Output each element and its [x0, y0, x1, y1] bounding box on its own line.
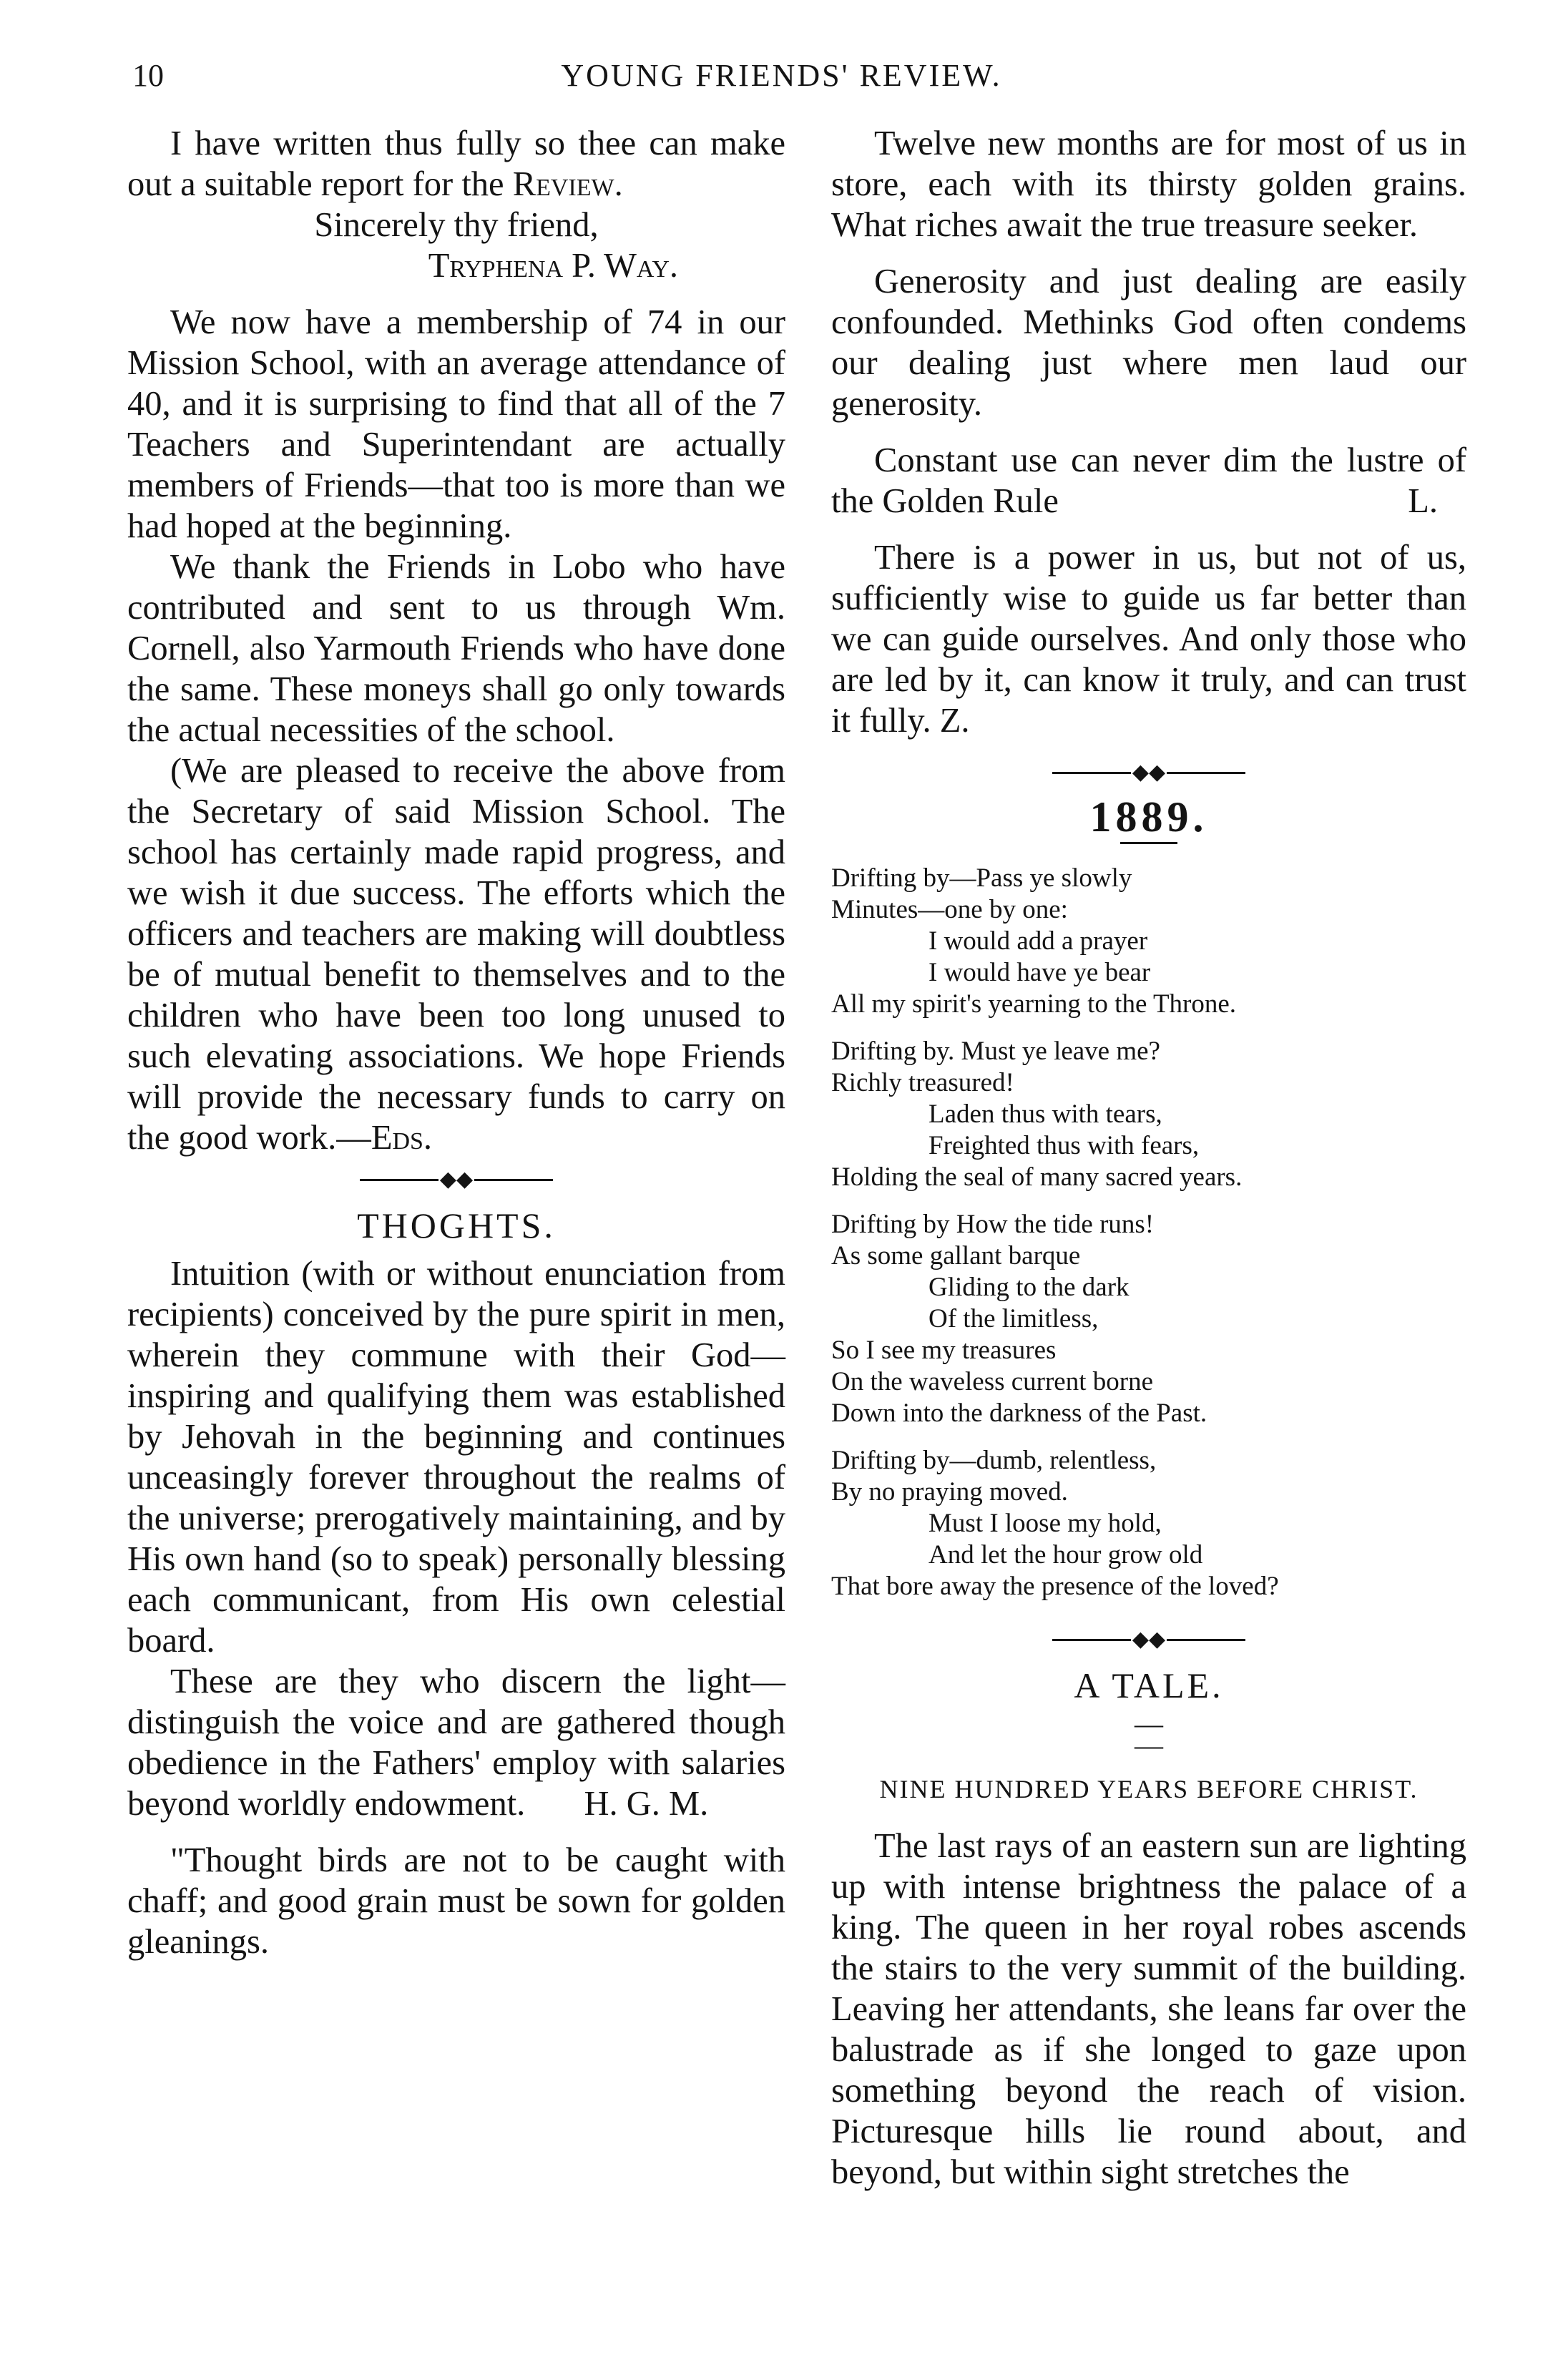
thoghts-paragraph-2-text: These are they who discern the light—distinguish the voice and are gathered though obedience in the Fathers' employ with salaries beyond worldly endowment.: [127, 1662, 785, 1823]
saying-4: [831, 537, 1466, 741]
thoghts-author: H. G. M.: [584, 1785, 709, 1823]
poem-line: Drifting by—dumb, relentless,: [831, 1446, 1157, 1475]
thoghts-paragraph-3: "Thought birds are not to be caught with chaff; and good grain must be sown for golden gleanings.: [127, 1841, 785, 1961]
poem-line: Laden thus with tears,: [929, 1100, 1162, 1129]
divider-ornament-icon: ◆◆: [1132, 760, 1166, 784]
tale-heading: A TALE.: [1074, 1665, 1224, 1705]
saying-4-text: There is a power in us, but not of us, sufficiently wise to guide us far better than we can guide ourselves. And only those who are led by it, can know it truly, and can trust it fully.: [831, 539, 1466, 740]
poem-line: That bore away the presence of the loved?: [831, 1572, 1279, 1601]
poem-line: Richly treasured!: [831, 1068, 1014, 1097]
section-divider: [127, 1158, 785, 1201]
saying-3-signature: L.: [1408, 482, 1438, 520]
poem-line: On the waveless current borne: [831, 1367, 1153, 1396]
poem-line: All my spirit's yearning to the Throne.: [831, 989, 1237, 1019]
running-title: YOUNG FRIENDS' REVIEW.: [561, 58, 1002, 93]
title-rule: [1120, 842, 1177, 844]
poem-line: Drifting by—Pass ye slowly: [831, 863, 1132, 893]
saying-3: [831, 440, 1466, 521]
right-column: [831, 123, 1466, 2193]
poem-line: Holding the seal of many sacred years.: [831, 1162, 1243, 1192]
poem-line: As some gallant barque: [831, 1241, 1081, 1270]
mission-school-paragraph-1: We now have a membership of 74 in our Mission School, with an average attendance of 40, and it is surprising to find that all of the 7 Teachers and Superintendant are actually members of Friends—that too is more than we had hoped at the beginning.: [127, 303, 785, 545]
saying-4-signature: Z.: [939, 702, 970, 740]
poem-stanza-1: [831, 863, 1466, 1020]
poem-line: Must I loose my hold,: [929, 1509, 1162, 1538]
page-number: 10: [132, 58, 164, 93]
poem-line: I would add a prayer: [929, 926, 1148, 956]
saying-1: Twelve new months are for most of us in store, each with its thirsty golden grains. What riches await the true treasure seeker.: [831, 124, 1466, 244]
divider-ornament-icon: ◆◆: [439, 1167, 474, 1191]
poem-line: Gliding to the dark: [929, 1273, 1130, 1302]
poem-line: Freighted thus with fears,: [929, 1131, 1200, 1160]
poem-line: Of the limitless,: [929, 1304, 1099, 1333]
section-divider: [831, 1618, 1466, 1661]
tale-dash: — —: [1135, 1708, 1163, 1761]
thoghts-heading: THOGHTS.: [357, 1205, 556, 1245]
letter-close-paragraph: [127, 123, 785, 205]
salutation: Sincerely thy friend,: [314, 206, 599, 244]
mission-school-paragraph-3: [127, 750, 785, 1158]
poem-line: Drifting by How the tide runs!: [831, 1210, 1155, 1239]
left-column: [127, 123, 785, 1962]
tale-paragraph-1: The last rays of an eastern sun are lighting up with intense brightness the palace of a king. The queen in her royal robes ascends the stairs to the very summit of the building. Leaving her attendants, she leans far over the balustrade as if she longed to gaze upon something beyond the reach of vision. Picturesque hills lie round about, and beyond, but within sight stretches the: [831, 1827, 1466, 2191]
editor-signature: Eds.: [371, 1119, 433, 1157]
poem-stanza-4: [831, 1445, 1466, 1602]
poem-stanza-2: [831, 1036, 1466, 1193]
poem-title: 1889.: [1089, 793, 1208, 841]
editor-note-text: (We are pleased to receive the above from the Secretary of said Mission School. The school has certainly made rapid progress, and we wish it due success. The efforts which the officers and teachers are making will doubtless be of mutual benefit to themselves and to the children who have been too long unused to such elevating associations. We hope Friends will provide the necessary funds to carry on the good work.—: [127, 752, 785, 1157]
poem-line: So I see my treasures: [831, 1336, 1057, 1365]
review-word: Review.: [512, 165, 623, 203]
section-divider: [831, 751, 1466, 794]
poem-line: Drifting by. Must ye leave me?: [831, 1037, 1160, 1066]
poem-line: And let the hour grow old: [929, 1540, 1203, 1569]
tale-subtitle: NINE HUNDRED YEARS BEFORE CHRIST.: [879, 1775, 1419, 1803]
letter-close-text: I have written thus fully so thee can make out a suitable report for the: [127, 124, 785, 203]
saying-3-text: Constant use can never dim the lustre of the Golden Rule: [831, 441, 1466, 520]
poem-1889: [831, 863, 1466, 1602]
mission-school-paragraph-2: We thank the Friends in Lobo who have contributed and sent to us through Wm. Cornell, also Yarmouth Friends who have done the same. These moneys shall go only towards the actual necessities of the school.: [127, 548, 785, 749]
poem-line: Down into the darkness of the Past.: [831, 1399, 1207, 1428]
poem-line: By no praying moved.: [831, 1477, 1068, 1507]
thoghts-paragraph-1: Intuition (with or without enunciation from recipients) conceived by the pure spirit in men, wherein they commune with their God—inspiring and qualifying them was established by Jehovah in the beginning and continues unceasingly forever throughout the realms of the universe; prerogatively maintaining, and by His own hand (so to speak) personally blessing each communicant, from His own celestial board.: [127, 1255, 785, 1660]
saying-2: Generosity and just dealing are easily confounded. Methinks God often condems our dealing just where men laud our generosity.: [831, 263, 1466, 423]
poem-line: Minutes—one by one:: [831, 895, 1068, 924]
letter-signature: Tryphena P. Way.: [428, 247, 678, 285]
poem-stanza-3: [831, 1209, 1466, 1429]
poem-line: I would have ye bear: [929, 958, 1151, 987]
divider-ornament-icon: ◆◆: [1132, 1627, 1166, 1651]
thoghts-paragraph-2: [127, 1661, 785, 1824]
